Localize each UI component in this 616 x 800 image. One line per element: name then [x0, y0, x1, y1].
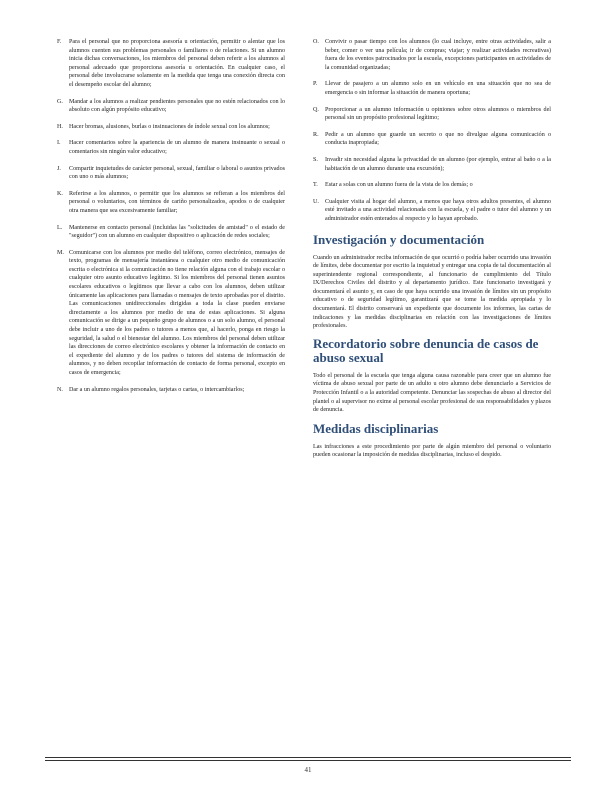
item-text: Estar a solas con un alumno fuera de la vista de los demás; o	[325, 182, 473, 189]
left-column	[57, 38, 285, 402]
item-text: Dar a un alumno regalos personales, tarjetas o cartas, o intercambiarlos;	[69, 386, 245, 393]
item-letter: U.	[313, 198, 319, 205]
list-item	[313, 80, 551, 97]
item-letter: R.	[313, 131, 319, 138]
item-text: Llevar de pasajero a un alumno solo en un vehículo en una situación que no sea de emergencia o sin informar la situación de manera oportuna;	[325, 81, 551, 96]
item-text: Comunicarse con los alumnos por medio del teléfono, correo electrónico, mensajes de texto, programas de mensajería instantánea o cualquier otro medio de comunicación escrita o electrónica si la comunicación no tiene relación alguna con el trabajo escolar o cualquier otro asunto educativo legítimo. Si los miembros del personal tienen asuntos escolares educativos o legítimos que llevar a cabo con los alumnos, deben utilizar únicamente las aplicaciones para llamadas o mensajes de texto aprobadas por el distrito. Las comunicaciones unidireccionales dirigidas a toda la clase pueden enviarse directamente a los alumnos por medio de una de estas aplicaciones. Si alguna comunicación se dirige a un pequeño grupo de alumnos o a un solo alumno, el personal debe incluir a uno de los padres o tutores a menos que, al hacerlo, ponga en riesgo la seguridad, la salud o el bienestar del alumno. Los miembros del personal deben utilizar las direcciones de correo electrónico escolares y obtener la información de contacto en el expediente del alumno y de los padres o tutores del sistema de información de alumnos, y no deben recopilar información de contacto de forma personal, excepto en casos de emergencia;	[69, 249, 285, 376]
item-text: Pedir a un alumno que guarde un secreto o que no divulgue alguna comunicación o conducta inapropiada;	[325, 131, 551, 147]
item-letter: Q.	[313, 106, 319, 113]
item-letter: L.	[57, 224, 63, 231]
page-number: 41	[304, 766, 312, 774]
item-letter: K.	[57, 190, 63, 197]
section-title-abuse-report: Recordatorio sobre denuncia de casos de abuso sexual	[313, 335, 539, 365]
section-body-abuse-report: Todo el personal de la escuela que tenga alguna causa razonable para creer que un alumno fue víctima de abuso sexual por parte de un adulto u otro alumno debe denunciarlo a Servicios de Protección Infantil o a la autoridad competente. Denunciar las sospechas de abuso al director del plantel o al supervisor no exime al personal escolar profesional de sus responsabilidades y plazos de denuncia.	[313, 372, 551, 414]
item-letter: P.	[313, 81, 318, 88]
item-text: Hacer comentarios sobre la apariencia de un alumno de manera insinuante o sexual o comentarios sin ningún valor educativo;	[69, 140, 285, 155]
footer-divider	[45, 757, 571, 758]
list-item	[57, 190, 285, 216]
right-column	[313, 38, 551, 466]
list-item	[57, 98, 285, 115]
item-text: Mantenerse en contacto personal (incluidas las "solicitudes de amistad" o el estado de "seguidor") con un alumno en cualquier dispositivo o aplicación de redes sociales;	[69, 224, 285, 240]
section-title-investigation: Investigación y documentación	[313, 231, 485, 247]
item-letter: M.	[57, 249, 64, 256]
section-body-investigation: Cuando un administrador reciba información de que ocurrió o podría haber ocurrido una invasión de límites, debe documentar por escrito la inquietud y entregar una copia de tal documentación al superintendente regional correspondiente, al funcionario de cumplimiento del Título IX/Derechos Civiles del distrito y al departamento jurídico. Este funcionario investigará y documentará el asunto y, en caso de que haya ocurrido una invasión de límites sin un propósito educativo o de seguridad legítimo, garantizará que se tome la medida apropiada y lo documentará. El distrito conservará un expediente que documente los informes, las cartas de indicaciones y las medidas disciplinarias en relación con las investigaciones de límites profesionales.	[313, 254, 551, 330]
list-item	[313, 156, 551, 173]
item-text: Hacer bromas, alusiones, burlas o insinuaciones de índole sexual con los alumnos;	[69, 123, 270, 130]
list-item	[57, 123, 285, 132]
item-letter: T.	[313, 182, 318, 189]
item-letter: J.	[57, 165, 61, 172]
item-text: Mandar a los alumnos a realizar pendientes personales que no estén relacionados con lo absoluto con algún propósito educativo;	[69, 98, 285, 114]
list-item	[57, 386, 285, 395]
section-body-discipline: Las infracciones a este procedimiento por parte de algún miembro del personal o voluntario pueden ocasionar la imposición de medidas disciplinarias, incluso el despido.	[313, 443, 551, 459]
list-item	[57, 139, 285, 156]
section-title-discipline: Medidas disciplinarias	[313, 420, 439, 436]
item-letter: S.	[313, 156, 318, 163]
item-text: Proporcionar a un alumno información u opiniones sobre otros alumnos o miembros del personal sin un propósito profesional legítimo;	[325, 106, 551, 122]
list-item	[57, 165, 285, 182]
list-item	[313, 198, 551, 224]
item-letter: H.	[57, 123, 63, 130]
item-text: Compartir inquietudes de carácter personal, sexual, familiar o laboral o asuntos privados con uno o más alumnos;	[69, 165, 285, 181]
list-item	[313, 181, 551, 190]
footer-divider	[45, 760, 571, 761]
item-text: Referirse a los alumnos, o permitir que los alumnos se refieran a los miembros del personal o voluntarios, con términos de cariño personalizados, apodos o de cualquier otra manera que sea excesivamente familiar;	[69, 190, 285, 214]
item-text: Para el personal que no proporciona asesoría u orientación, permitir o alentar que los alumnos cuenten sus problemas personales o familiares o de relaciones. Si un alumno inicia dichas conversaciones, los miembros del personal deben referir a los alumnos al personal adecuado que proporciona asesoría u orientación. En cualquier caso, el personal debe involucrarse solamente en la medida que tenga una conexión directa con el desempeño escolar del alumno;	[69, 39, 285, 88]
list-item	[313, 131, 551, 148]
item-letter: I.	[57, 140, 61, 147]
item-text: Cualquier visita al hogar del alumno, a menos que haya otros adultos presentes, el alumno esté invitado a una actividad relacionada con la escuela, y el padre o tutor del alumno y un administrador estén enterados al respecto y lo hayan aprobado.	[325, 198, 551, 222]
list-item	[313, 38, 551, 72]
item-letter: O.	[313, 39, 319, 45]
item-letter: N.	[57, 386, 63, 393]
item-text: Convivir o pasar tiempo con los alumnos (lo cual incluye, entre otras actividades, salir a beber, comer o ver una película; ir de compras; viajar; y realizar actividades recreativas) fuera de los eventos patrocinados por la escuela, excepciones participantes en actividades de la comunidad organizadas;	[325, 39, 551, 71]
item-text: Invadir sin necesidad alguna la privacidad de un alumno (por ejemplo, entrar al baño o a la habitación de un alumno durante una excursión);	[325, 156, 551, 172]
list-item	[57, 38, 285, 90]
list-item	[57, 224, 285, 241]
list-item	[57, 249, 285, 378]
item-letter: G.	[57, 98, 63, 105]
list-item	[313, 106, 551, 123]
item-letter: F.	[57, 39, 62, 45]
